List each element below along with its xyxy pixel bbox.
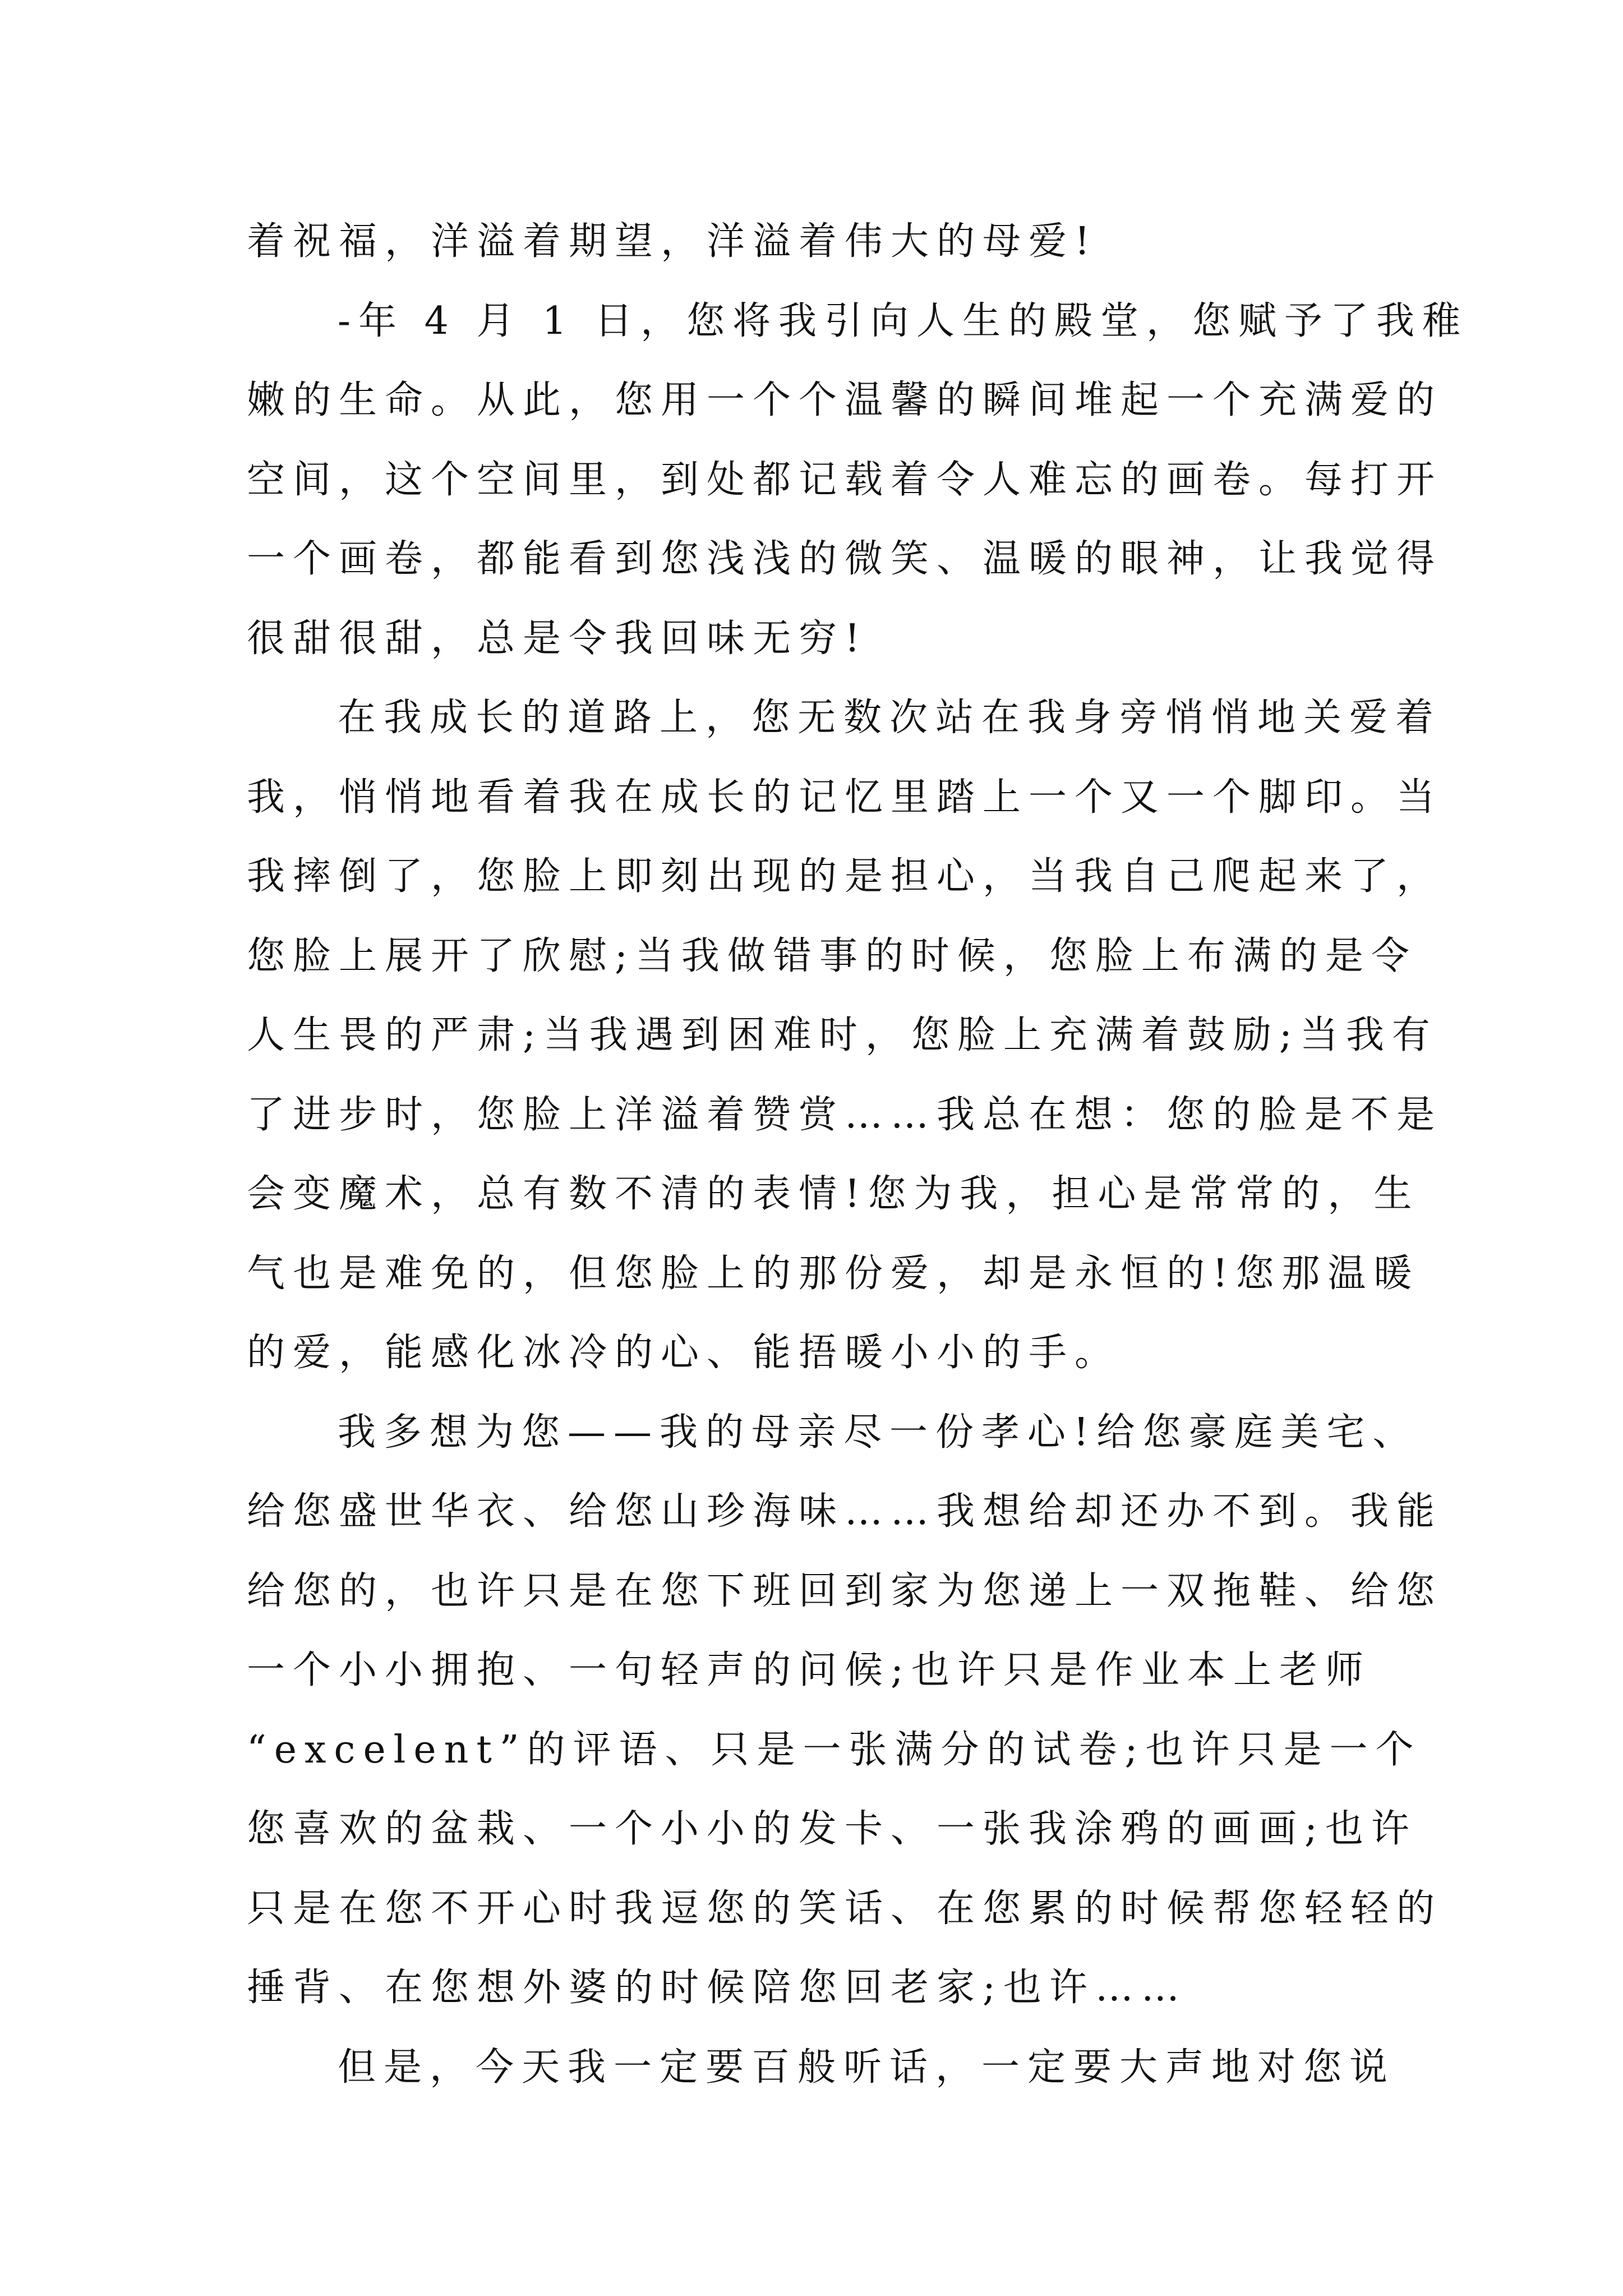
text-line: 您喜欢的盆栽、一个小小的发卡、一张我涂鸦的画画;也许 xyxy=(247,1807,1417,1851)
text-line: 给您的，也许只是在您下班回到家为您递上一双拖鞋、给您 xyxy=(247,1568,1443,1613)
text-line: 的爱，能感化冰冷的心、能捂暖小小的手。 xyxy=(247,1331,1121,1375)
text-line: 嫩的生命。从此，您用一个个温馨的瞬间堆起一个充满爱的 xyxy=(247,378,1443,422)
text-line: 一个小小拥抱、一句轻声的问候;也许只是作业本上老师 xyxy=(247,1648,1371,1692)
text-line: 在我成长的道路上，您无数次站在我身旁悄悄地关爱着 xyxy=(338,696,1442,740)
text-line: “excelent”的评语、只是一张满分的试卷;也许只是一个 xyxy=(247,1727,1422,1772)
text-line: 我，悄悄地看着我在成长的记忆里踏上一个又一个脚印。当 xyxy=(247,775,1443,820)
text-line: 气也是难免的，但您脸上的那份爱，却是永恒的!您那温暖 xyxy=(247,1251,1420,1296)
text-line: 只是在您不开心时我逗您的笑话、在您累的时候帮您轻轻的 xyxy=(247,1886,1443,1931)
text-line: 捶背、在您想外婆的时候陪您回老家;也许…… xyxy=(247,1966,1187,2010)
text-line: 很甜很甜，总是令我回味无穷! xyxy=(247,616,868,661)
text-line: 一个画卷，都能看到您浅浅的微笑、温暖的眼神，让我觉得 xyxy=(247,537,1443,581)
text-line: 我摔倒了，您脸上即刻出现的是担心，当我自己爬起来了， xyxy=(247,854,1443,899)
text-line: 人生畏的严肃;当我遇到困难时，您脸上充满着鼓励;当我有 xyxy=(247,1013,1438,1057)
text-line: 给您盛世华衣、给您山珍海味……我想给却还办不到。我能 xyxy=(247,1489,1443,1534)
text-line: 会变魔术，总有数不清的表情!您为我，担心是常常的，生 xyxy=(247,1172,1420,1216)
text-line: 着祝福，洋溢着期望，洋溢着伟大的母爱! xyxy=(247,219,1098,264)
text-line: 了进步时，您脸上洋溢着赞赏……我总在想：您的脸是不是 xyxy=(247,1092,1443,1137)
text-line: 空间，这个空间里，到处都记载着令人难忘的画卷。每打开 xyxy=(247,457,1443,502)
text-line: 我多想为您——我的母亲尽一份孝心!给您豪庭美宅、 xyxy=(338,1410,1419,1455)
text-line: 但是，今天我一定要百般听话，一定要大声地对您说 xyxy=(338,2045,1396,2090)
body-text xyxy=(247,202,1468,2107)
text-line: -年 4 月 1 日，您将我引向人生的殿堂，您赋予了我稚 xyxy=(338,298,1468,343)
text-line: 您脸上展开了欣慰;当我做错事的时候，您脸上布满的是令 xyxy=(247,933,1417,978)
